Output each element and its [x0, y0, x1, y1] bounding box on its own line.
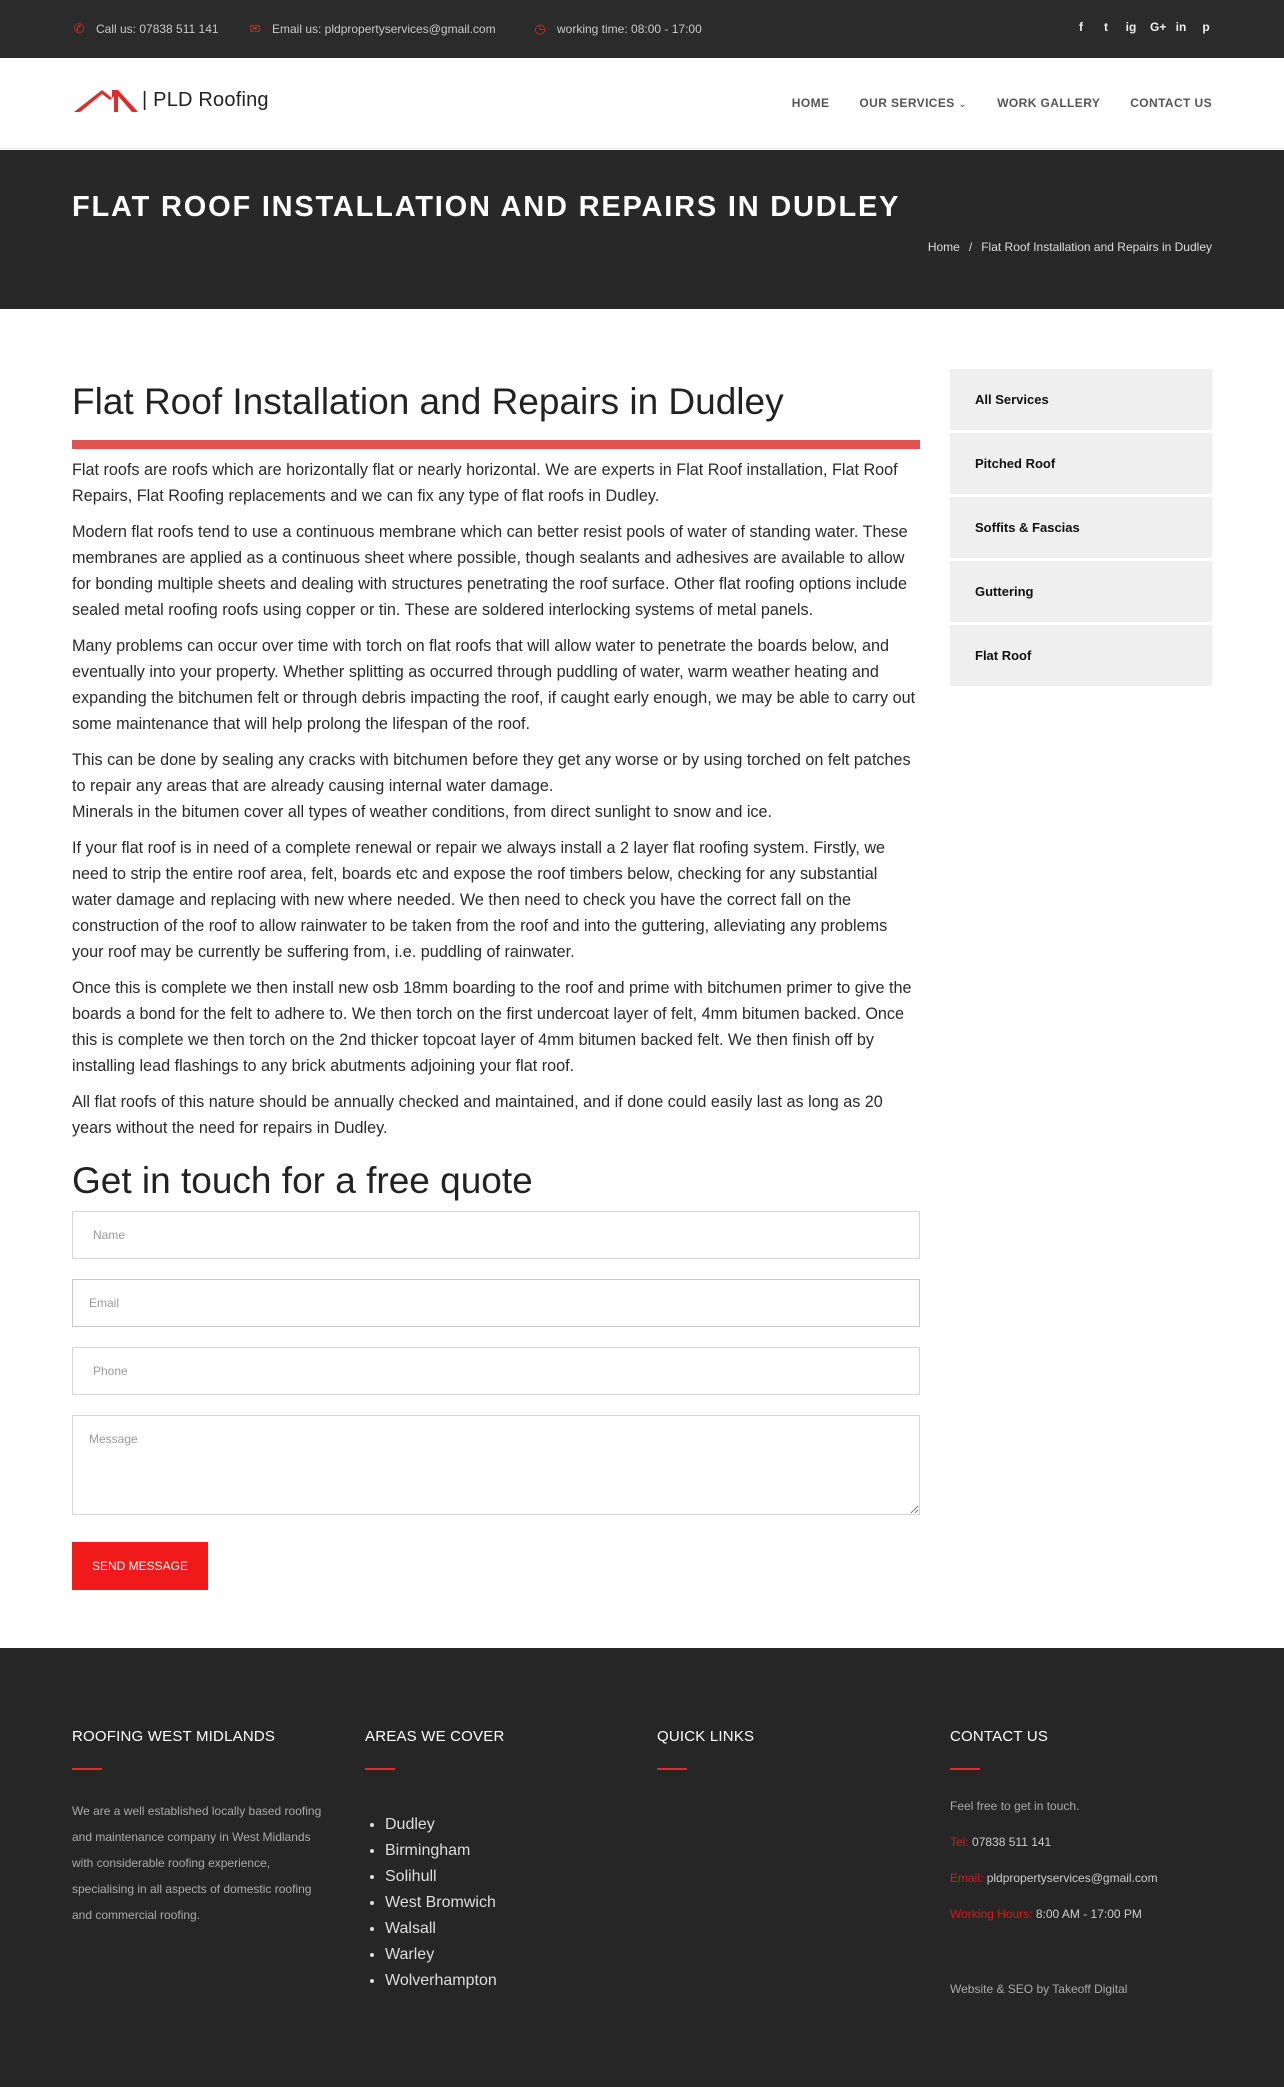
- footer-divider: [365, 1768, 395, 1770]
- article-paragraph: Flat roofs are roofs which are horizontally flat or nearly horizontal. We are experts in Flat Roof installation, Flat Roof Repairs, Flat Roofing replacements and we can fix any type of flat roofs in Dudley.: [72, 461, 898, 505]
- area-item: • Dudley: [385, 1812, 627, 1838]
- areas-list: [365, 1798, 627, 1994]
- phone-icon: ✆: [73, 21, 85, 36]
- logo-text: | PLD Roofing: [142, 88, 269, 111]
- footer-about-text: We are a well established locally based roofing and maintenance company in West Midlands with considerable roofing experience, specialising in all aspects of domestic roofing and commercial roofing.: [72, 1804, 322, 1922]
- email-value: pldpropertyservices@gmail.com: [986, 1871, 1158, 1885]
- envelope-icon: ✉: [249, 21, 261, 36]
- footer-credit[interactable]: Website & SEO by Takeoff Digital: [950, 1982, 1128, 1996]
- page-title-band: [0, 150, 1284, 309]
- article-paragraph: [72, 747, 920, 825]
- sidebar-item-flat-roof[interactable]: Flat Roof: [950, 625, 1212, 686]
- email-label: Email:: [950, 1871, 984, 1885]
- main-content: [72, 380, 920, 1590]
- footer-quick-links: [657, 1728, 919, 1798]
- area-item: • Solihull: [385, 1864, 627, 1890]
- area-item: • Birmingham: [385, 1838, 627, 1864]
- page-title: FLAT ROOF INSTALLATION AND REPAIRS IN DUDLEY: [72, 191, 901, 223]
- logo[interactable]: [72, 86, 269, 114]
- tel-label: Tel:: [950, 1835, 969, 1849]
- quote-form: [72, 1211, 920, 1590]
- footer-divider: [657, 1768, 687, 1770]
- breadcrumb-current: Flat Roof Installation and Repairs in Dudley: [981, 240, 1212, 254]
- email-field[interactable]: [72, 1279, 920, 1327]
- nav-our-services[interactable]: [859, 96, 967, 110]
- tel-value: 07838 511 141: [972, 1835, 1052, 1849]
- area-item: • Walsall: [385, 1916, 627, 1942]
- article-text: This can be done by sealing any cracks with bitchumen before they get any worse or by using torched on felt patches to repair any areas that are already causing internal water damage.: [72, 751, 911, 795]
- main-nav: [792, 96, 1212, 110]
- twitter-icon[interactable]: t: [1104, 20, 1108, 34]
- nav-contact-us[interactable]: CONTACT US: [1130, 96, 1212, 110]
- footer-contact: [950, 1728, 1212, 1996]
- footer-areas-title: AREAS WE COVER: [365, 1728, 505, 1745]
- nav-home[interactable]: HOME: [791, 96, 830, 110]
- footer-contact-title: CONTACT US: [950, 1728, 1049, 1745]
- footer-about: [72, 1728, 334, 1928]
- area-item: • Wolverhampton: [385, 1968, 627, 1994]
- send-message-button[interactable]: SEND MESSAGE: [72, 1542, 208, 1590]
- contact-hours: [950, 1896, 1212, 1932]
- nav-our-services-label: OUR SERVICES: [859, 96, 955, 110]
- name-field[interactable]: [72, 1211, 920, 1259]
- topbar-phone[interactable]: [72, 21, 219, 37]
- instagram-icon[interactable]: ig: [1125, 20, 1137, 34]
- sidebar-item-pitched-roof[interactable]: Pitched Roof: [950, 433, 1212, 494]
- hours-value: 8:00 AM - 17:00 PM: [1035, 1907, 1142, 1921]
- topbar-email[interactable]: [248, 21, 496, 37]
- breadcrumb-home[interactable]: Home: [927, 240, 960, 254]
- topbar-email-text: Email us: pldpropertyservices@gmail.com: [272, 22, 496, 36]
- chevron-down-icon: ⌄: [958, 99, 968, 110]
- footer-areas: [365, 1728, 627, 1994]
- linkedin-icon[interactable]: in: [1175, 20, 1187, 34]
- heading-divider: [72, 440, 920, 449]
- pinterest-icon[interactable]: p: [1202, 20, 1210, 34]
- facebook-icon[interactable]: f: [1079, 20, 1083, 34]
- footer-divider: [72, 1768, 102, 1770]
- contact-intro: Feel free to get in touch.: [950, 1799, 1080, 1813]
- footer-about-title: ROOFING WEST MIDLANDS: [72, 1728, 276, 1745]
- topbar-hours-text: working time: 08:00 - 17:00: [557, 22, 702, 36]
- area-item: • West Bromwich: [385, 1890, 627, 1916]
- phone-field[interactable]: [72, 1347, 920, 1395]
- site-footer: [0, 1648, 1284, 2087]
- services-sidebar: [950, 369, 1212, 689]
- article-paragraph: Once this is complete we then install new osb 18mm boarding to the roof and prime with bitchumen primer to give the boards a bond for the felt to adhere to. We then torch on the first undercoat layer of felt, 4mm bitumen backed. Once this is complete we then torch on the 2nd thicker topcoat layer of 4mm bitumen backed felt. We then finish off by installing lead flashings to any brick abutments adjoining your flat roof.: [72, 979, 912, 1075]
- contact-tel[interactable]: [950, 1824, 1212, 1860]
- quote-form-heading: Get in touch for a free quote: [72, 1160, 533, 1201]
- google-plus-icon[interactable]: G+: [1150, 20, 1167, 34]
- top-bar: [0, 0, 1284, 58]
- article-paragraph: All flat roofs of this nature should be annually checked and maintained, and if done could easily last as long as 20 years without the need for repairs in Dudley.: [72, 1093, 883, 1137]
- breadcrumb-separator: /: [968, 240, 973, 254]
- message-field[interactable]: [72, 1415, 920, 1515]
- topbar-phone-text: Call us: 07838 511 141: [96, 22, 219, 36]
- footer-quick-links-title: QUICK LINKS: [657, 1728, 755, 1745]
- article-paragraph: Modern flat roofs tend to use a continuous membrane which can better resist pools of water of standing water. These membranes are applied as a continuous sheet where possible, though sealants and adhesives are available to allow for bonding multiple sheets and dealing with structures penetrating the roof surface. Other flat roofing options include sealed metal roofing roofs using copper or tin. These are soldered interlocking systems of metal panels.: [72, 523, 908, 619]
- article-paragraph: Many problems can occur over time with torch on flat roofs that will allow water to penetrate the boards below, and eventually into your property. Whether splitting as occurred through puddling of water, warm weather heating and expanding the bitchumen felt or through debris impacting the roof, if caught early enough, we may be able to carry out some maintenance that will help prolong the lifespan of the roof.: [72, 637, 916, 733]
- topbar-hours: [533, 21, 702, 37]
- hours-label: Working Hours:: [950, 1907, 1033, 1921]
- article-text: Minerals in the bitumen cover all types of weather conditions, from direct sunlight to snow and ice.: [72, 803, 773, 821]
- site-header: [0, 58, 1284, 149]
- social-links: [1075, 20, 1212, 34]
- sidebar-item-all-services[interactable]: All Services: [950, 369, 1212, 430]
- breadcrumb: [928, 240, 1212, 254]
- contact-email[interactable]: [950, 1860, 1212, 1896]
- article-heading: Flat Roof Installation and Repairs in Dudley: [72, 381, 784, 422]
- article-paragraph: If your flat roof is in need of a complete renewal or repair we always install a 2 layer flat roofing system. Firstly, we need to strip the entire roof area, felt, boards etc and expose the roof timbers below, checking for any substantial water damage and replacing with new where needed. We then need to check you have the correct fall on the construction of the roof to allow rainwater to be taken from the roof and into the guttering, alleviating any problems your roof may be currently be suffering from, i.e. puddling of rainwater.: [72, 839, 888, 961]
- clock-icon: ◷: [534, 21, 546, 36]
- area-item: • Warley: [385, 1942, 627, 1968]
- nav-work-gallery[interactable]: WORK GALLERY: [997, 96, 1101, 110]
- roof-logo-icon: [72, 86, 138, 114]
- sidebar-item-soffits-fascias[interactable]: Soffits & Fascias: [950, 497, 1212, 558]
- sidebar-item-guttering[interactable]: Guttering: [950, 561, 1212, 622]
- footer-divider: [950, 1768, 980, 1770]
